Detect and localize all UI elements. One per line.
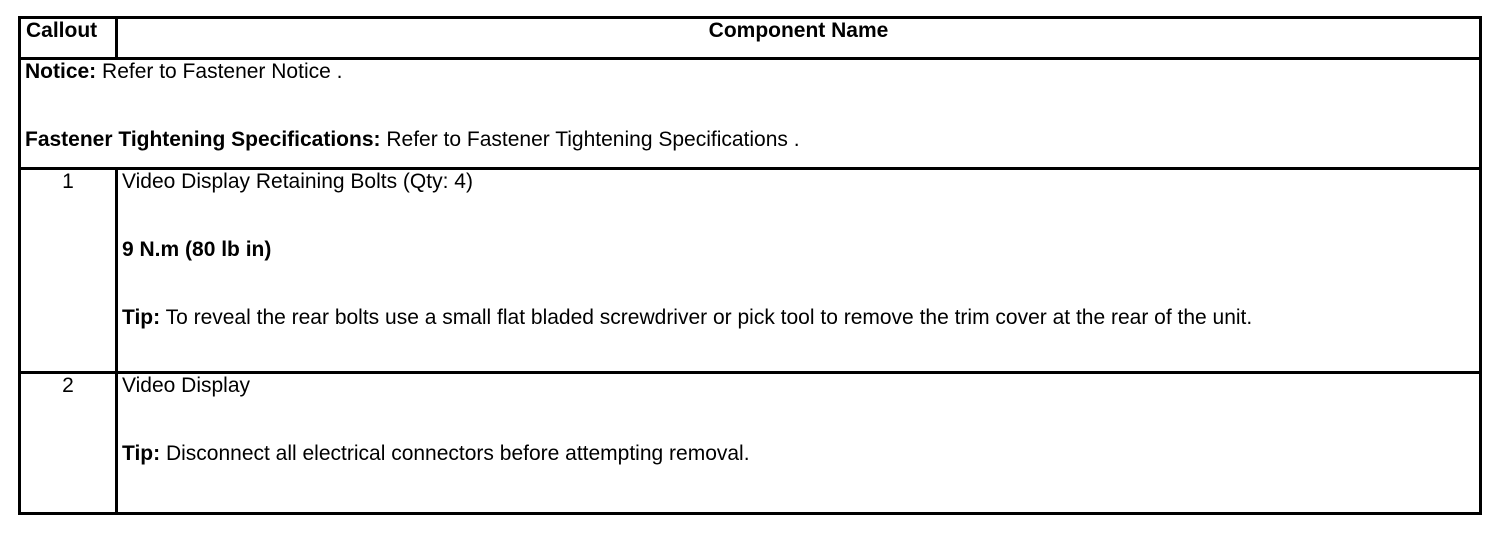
component-name: Video Display — [122, 374, 251, 397]
notice-line — [25, 60, 1475, 84]
component-table — [18, 16, 1482, 515]
tip-line — [122, 306, 1475, 330]
notice-row — [20, 59, 1481, 169]
tip-line — [122, 442, 1475, 466]
table-row — [20, 373, 1481, 514]
tip-text: To reveal the rear bolts use a small flat bladed screwdriver or pick tool to remove the trim cover at the rear of the unit. — [160, 306, 1253, 329]
tip-label: Tip: — [122, 306, 161, 329]
table-header-row — [20, 18, 1481, 59]
fastener-spec-text: Refer to Fastener Tightening Specifications . — [380, 128, 800, 151]
tip-text: Disconnect all electrical connectors before attempting removal. — [160, 442, 750, 465]
fastener-spec-line — [25, 128, 1475, 152]
torque-spec: 9 N.m (80 lb in) — [122, 238, 272, 261]
fastener-spec-label: Fastener Tightening Specifications: — [25, 128, 381, 151]
callout-number: 1 — [20, 169, 117, 373]
table-row — [20, 169, 1481, 373]
callout-column-header: Callout — [20, 18, 117, 59]
component-name: Video Display Retaining Bolts (Qty: 4) — [122, 170, 473, 193]
notice-cell — [20, 59, 1481, 169]
callout-number: 2 — [20, 373, 117, 514]
component-cell — [117, 169, 1481, 373]
component-name-column-header: Component Name — [117, 18, 1481, 59]
notice-label: Notice: — [25, 60, 97, 83]
component-cell — [117, 373, 1481, 514]
tip-label: Tip: — [122, 442, 161, 465]
notice-text: Refer to Fastener Notice . — [96, 60, 343, 83]
